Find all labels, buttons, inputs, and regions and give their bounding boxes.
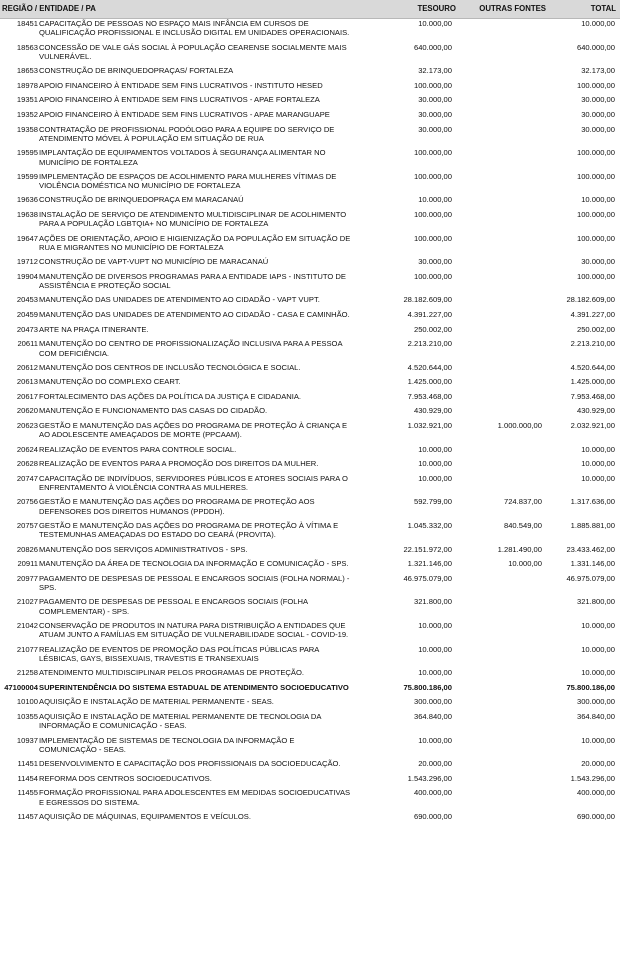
row-code: 18978 (16, 80, 38, 90)
row-tesouro: 10.000,00 (418, 444, 452, 454)
row-code: 47100004 (4, 682, 38, 692)
row-code: 10355 (16, 711, 38, 721)
table-row (0, 195, 620, 210)
row-total: 364.840,00 (576, 711, 615, 721)
header-total: TOTAL (590, 4, 616, 14)
row-code: 10937 (16, 735, 38, 745)
row-tesouro: 1.321.146,00 (407, 559, 452, 569)
row-description: APOIO FINANCEIRO À ENTIDADE SEM FINS LUCRATIVOS - APAE FORTALEZA (39, 95, 320, 105)
table-row (0, 668, 620, 683)
row-description: CONSTRUÇÃO DE BRINQUEDOPRAÇAS/ FORTALEZA (39, 66, 234, 76)
row-code: 19358 (16, 124, 38, 134)
row-outras-fontes: 724.837,00 (503, 497, 542, 507)
row-description: IMPLEMENTAÇÃO DE SISTEMAS DE TECNOLOGIA DA INFORMAÇÃO E COMUNICAÇÃO - SEAS. (39, 735, 295, 754)
table-row (0, 392, 620, 407)
row-total: 321.800,00 (576, 597, 615, 607)
row-code: 18451 (16, 19, 38, 28)
row-description: MANUTENÇÃO DA ÁREA DE TECNOLOGIA DA INFORMAÇÃO E COMUNICAÇÃO - SPS. (39, 559, 349, 569)
table-row (0, 66, 620, 81)
row-code: 19636 (16, 195, 38, 205)
table-row (0, 95, 620, 110)
row-description: SUPERINTENDÊNCIA DO SISTEMA ESTADUAL DE ATENDIMENTO SOCIOEDUCATIVO (39, 682, 349, 692)
row-total: 10.000,00 (581, 444, 615, 454)
row-description: MANUTENÇÃO DO COMPLEXO CEART. (39, 377, 181, 387)
table-row (0, 110, 620, 125)
row-total: 32.173,00 (581, 66, 615, 76)
row-description: REALIZAÇÃO DE EVENTOS PARA A PROMOÇÃO DOS DIREITOS DA MULHER. (39, 459, 319, 469)
row-code: 11454 (17, 773, 38, 783)
row-tesouro: 1.425.000,00 (407, 377, 452, 387)
table-row (0, 621, 620, 645)
row-tesouro: 46.975.079,00 (403, 573, 452, 583)
row-description: PAGAMENTO DE DESPESAS DE PESSOAL E ENCARGOS SOCIAIS (FOLHA COMPLEMENTAR) - SPS. (39, 597, 308, 616)
row-code: 20611 (17, 339, 38, 349)
row-description: PAGAMENTO DE DESPESAS DE PESSOAL E ENCARGOS SOCIAIS (FOLHA NORMAL) - SPS. (39, 573, 350, 593)
table-row (0, 325, 620, 340)
table-body (0, 19, 620, 827)
row-tesouro: 100.000,00 (413, 271, 452, 281)
row-tesouro: 30.000,00 (418, 257, 452, 267)
row-total: 430.929,00 (576, 406, 615, 416)
row-description: IMPLANTAÇÃO DE EQUIPAMENTOS VOLTADOS À SEGURANÇA ALIMENTAR NO MUNICÍPIO DE FORTALEZA (39, 148, 326, 167)
table-row (0, 363, 620, 378)
row-description: MANUTENÇÃO DAS UNIDADES DE ATENDIMENTO AO CIDADÃO - VAPT VUPT. (39, 295, 320, 305)
row-code: 20613 (16, 377, 38, 387)
row-code: 21258 (16, 668, 38, 678)
row-code: 20617 (16, 391, 38, 401)
row-tesouro: 690.000,00 (413, 811, 452, 821)
row-code: 20612 (16, 362, 38, 372)
row-description: GESTÃO E MANUTENÇÃO DAS AÇÕES DO PROGRAMA DE PROTEÇÃO À VÍTIMA E TESTEMUNHAS AMEAÇADAS DO ESTADO DO CEARÁ (PROVITA). (39, 521, 339, 540)
row-tesouro: 22.151.972,00 (403, 544, 452, 554)
table-row (0, 421, 620, 445)
table-row (0, 559, 620, 574)
table-row (0, 574, 620, 598)
row-description: ARTE NA PRAÇA ITINERANTE. (39, 324, 149, 334)
table-row (0, 310, 620, 325)
row-total: 4.391.227,00 (570, 309, 615, 319)
row-description: AQUISIÇÃO E INSTALAÇÃO DE MATERIAL PERMANENTE DE TECNOLOGIA DA INFORMAÇÃO E COMUNICAÇÃO - SEAS. (39, 711, 322, 731)
row-description: AQUISIÇÃO E INSTALAÇÃO DE MATERIAL PERMANENTE - SEAS. (39, 697, 274, 707)
row-code: 20623 (16, 421, 38, 431)
row-code: 20473 (16, 324, 38, 334)
table-row (0, 377, 620, 392)
row-tesouro: 10.000,00 (418, 735, 452, 745)
row-tesouro: 400.000,00 (413, 788, 452, 798)
row-description: IMPLEMENTAÇÃO DE ESPAÇOS DE ACOLHIMENTO PARA MULHERES VÍTIMAS DE VIOLÊNCIA DOMÉSTICA NO MUNICÍPIO DE FORTALEZA (39, 171, 337, 191)
table-row (0, 172, 620, 196)
row-code: 19351 (16, 95, 38, 105)
row-description: CONSTRUÇÃO DE VAPT-VUPT NO MUNICÍPIO DE MARACANAÚ (39, 257, 269, 267)
table-row (0, 759, 620, 774)
row-total: 300.000,00 (576, 697, 615, 707)
row-tesouro: 592.799,00 (413, 497, 452, 507)
row-tesouro: 10.000,00 (418, 621, 452, 630)
row-tesouro: 10.000,00 (418, 19, 452, 28)
row-outras-fontes: 1.000.000,00 (497, 421, 542, 431)
row-total: 1.543.296,00 (570, 773, 615, 783)
table-row (0, 19, 620, 43)
row-tesouro: 2.213.210,00 (407, 339, 452, 349)
row-total: 23.433.462,00 (566, 544, 615, 554)
row-tesouro: 250.002,00 (413, 324, 452, 334)
row-description: REALIZAÇÃO DE EVENTOS DE PROMOÇÃO DAS POLÍTICAS PÚBLICAS PARA LÉSBICAS, GAYS, BISSEXUAIS, TRAVESTIS E TRANSEXUAIS (39, 644, 319, 663)
row-description: CONCESSÃO DE VALE GÁS SOCIAL À POPULAÇÃO CEARENSE SOCIALMENTE MAIS VULNERÁVEL. (39, 42, 347, 61)
row-outras-fontes: 840.549,00 (503, 521, 542, 531)
row-code: 19647 (16, 233, 38, 243)
row-description: REFORMA DOS CENTROS SOCIOEDUCATIVOS. (39, 773, 212, 783)
row-description: CAPACITAÇÃO DE INDIVÍDUOS, SERVIDORES PÚBLICOS E ATORES SOCIAIS PARA O ENFRENTAMENTO À VIOLÊNCIA CONTRA AS MULHERES. (39, 473, 348, 493)
row-code: 21027 (16, 597, 38, 607)
row-total: 10.000,00 (581, 644, 615, 654)
row-total: 10.000,00 (581, 735, 615, 745)
row-description: AQUISIÇÃO DE MÁQUINAS, EQUIPAMENTOS E VEÍCULOS. (39, 811, 251, 821)
row-tesouro: 20.000,00 (418, 759, 452, 769)
row-total: 1.317.636,00 (570, 497, 615, 507)
row-code: 20977 (16, 573, 38, 583)
row-total: 30.000,00 (581, 109, 615, 119)
table-row (0, 459, 620, 474)
row-total: 4.520.644,00 (570, 362, 615, 372)
row-total: 1.425.000,00 (570, 377, 615, 387)
row-tesouro: 10.000,00 (418, 459, 452, 469)
row-code: 20756 (16, 497, 38, 507)
row-total: 46.975.079,00 (566, 573, 615, 583)
row-code: 19638 (16, 209, 38, 219)
table-row (0, 234, 620, 258)
row-tesouro: 364.840,00 (413, 711, 452, 721)
row-total: 30.000,00 (581, 257, 615, 267)
row-tesouro: 1.032.921,00 (407, 421, 452, 431)
row-total: 640.000,00 (576, 42, 615, 52)
row-code: 18653 (16, 66, 38, 76)
row-code: 19352 (16, 109, 38, 119)
table-row (0, 295, 620, 310)
row-code: 21042 (16, 621, 38, 630)
row-code: 11451 (17, 759, 38, 769)
row-total: 100.000,00 (576, 148, 615, 158)
row-code: 10100 (16, 697, 38, 707)
row-description: MANUTENÇÃO DOS CENTROS DE INCLUSÃO TECNOLÓGICA E SOCIAL. (39, 362, 301, 372)
row-code: 20453 (16, 295, 38, 305)
table-row (0, 445, 620, 460)
row-tesouro: 30.000,00 (418, 95, 452, 105)
row-total: 250.002,00 (576, 324, 615, 334)
table-row (0, 521, 620, 545)
row-description: APOIO FINANCEIRO À ENTIDADE SEM FINS LUCRATIVOS - APAE MARANGUAPE (39, 109, 330, 119)
table-row (0, 697, 620, 712)
table-row (0, 497, 620, 521)
row-total: 2.032.921,00 (570, 421, 615, 431)
row-total: 100.000,00 (576, 171, 615, 181)
row-code: 20911 (17, 559, 38, 569)
row-tesouro: 100.000,00 (413, 171, 452, 181)
row-tesouro: 430.929,00 (413, 406, 452, 416)
row-total: 2.213.210,00 (570, 339, 615, 349)
row-tesouro: 30.000,00 (418, 124, 452, 134)
table-row (0, 210, 620, 234)
row-tesouro: 28.182.609,00 (403, 295, 452, 305)
row-outras-fontes: 10.000,00 (508, 559, 542, 569)
row-code: 18563 (16, 42, 38, 52)
row-total: 7.953.468,00 (570, 391, 615, 401)
row-total: 30.000,00 (581, 124, 615, 134)
table-row (0, 339, 620, 363)
row-description: APOIO FINANCEIRO À ENTIDADE SEM FINS LUCRATIVOS - INSTITUTO HESED (39, 80, 323, 90)
row-description: INSTALAÇÃO DE SERVIÇO DE ATENDIMENTO MULTIDISCIPLINAR DE ACOLHIMENTO PARA A POPULAÇÃO LGBTQIA+ NO MUNICÍPIO DE FORTALEZA (39, 209, 347, 229)
row-code: 11457 (17, 811, 38, 821)
row-tesouro: 32.173,00 (418, 66, 452, 76)
row-total: 10.000,00 (581, 621, 615, 630)
table-row (0, 788, 620, 812)
row-tesouro: 1.543.296,00 (407, 773, 452, 783)
header-description: REGIÃO / ENTIDADE / PA (2, 4, 96, 14)
header-tesouro: TESOURO (417, 4, 456, 14)
row-code: 20624 (16, 444, 38, 454)
row-description: FORMAÇÃO PROFISSIONAL PARA ADOLESCENTES EM MEDIDAS SOCIOEDUCATIVAS E EGRESSOS DO SISTEMA. (39, 788, 351, 807)
row-total: 30.000,00 (581, 95, 615, 105)
row-tesouro: 100.000,00 (413, 233, 452, 243)
row-description: MANUTENÇÃO DE DIVERSOS PROGRAMAS PARA A ENTIDADE IAPS - INSTITUTO DE ASSISTÊNCIA E PROTEÇÃO SOCIAL (39, 271, 346, 291)
row-description: CONSTRUÇÃO DE BRINQUEDOPRAÇA EM MARACANAÚ (39, 195, 244, 205)
row-code: 19599 (16, 171, 38, 181)
row-description: MANUTENÇÃO DAS UNIDADES DE ATENDIMENTO AO CIDADÃO - CASA E CAMINHÃO. (39, 309, 350, 319)
table-row (0, 257, 620, 272)
row-tesouro: 10.000,00 (418, 473, 452, 483)
table-row (0, 125, 620, 149)
row-description: MANUTENÇÃO DOS SERVIÇOS ADMINISTRATIVOS - SPS. (39, 544, 248, 554)
table-header (0, 0, 620, 19)
row-description: REALIZAÇÃO DE EVENTOS PARA CONTROLE SOCIAL. (39, 444, 237, 454)
row-description: CAPACITAÇÃO DE PESSOAS NO ESPAÇO MAIS INFÂNCIA EM CURSOS DE QUALIFICAÇÃO PROFISSIONAL E INCLUSÃO DIGITAL EM UNIDADES OPERACIONAIS. (39, 19, 350, 38)
table-row (0, 406, 620, 421)
row-code: 19712 (16, 257, 38, 267)
row-total: 1.331.146,00 (570, 559, 615, 569)
row-tesouro: 1.045.332,00 (407, 521, 452, 531)
row-tesouro: 75.800.186,00 (403, 682, 452, 692)
table-row (0, 148, 620, 172)
row-code: 19595 (16, 148, 38, 158)
row-description: GESTÃO E MANUTENÇÃO DAS AÇÕES DO PROGRAMA DE PROTEÇÃO À CRIANÇA E AO ADOLESCENTE AMEAÇADOS DE MORTE (PPCAAM). (39, 421, 348, 440)
row-total: 1.885.881,00 (570, 521, 615, 531)
row-code: 20620 (16, 406, 38, 416)
row-tesouro: 10.000,00 (418, 195, 452, 205)
header-outras-fontes: OUTRAS FONTES (479, 4, 546, 14)
row-description: FORTALECIMENTO DAS AÇÕES DA POLÍTICA DA JUSTIÇA E CIDADANIA. (39, 391, 302, 401)
table-row (0, 597, 620, 621)
row-total: 690.000,00 (576, 811, 615, 821)
row-total: 10.000,00 (581, 459, 615, 469)
row-code: 11455 (17, 788, 38, 798)
table-row (0, 645, 620, 669)
table-row (0, 774, 620, 789)
row-code: 21077 (16, 644, 38, 654)
table-row (0, 272, 620, 296)
row-total: 100.000,00 (576, 271, 615, 281)
row-tesouro: 100.000,00 (413, 80, 452, 90)
row-description: DESENVOLVIMENTO E CAPACITAÇÃO DOS PROFISSIONAIS DA SOCIOEDUCAÇÃO. (39, 759, 341, 769)
row-code: 19904 (16, 271, 38, 281)
row-total: 75.800.186,00 (566, 682, 615, 692)
row-code: 20757 (16, 521, 38, 531)
table-row (0, 712, 620, 736)
row-tesouro: 30.000,00 (418, 109, 452, 119)
row-tesouro: 7.953.468,00 (407, 391, 452, 401)
row-outras-fontes: 1.281.490,00 (497, 544, 542, 554)
row-tesouro: 10.000,00 (418, 644, 452, 654)
row-total: 10.000,00 (581, 668, 615, 678)
row-total: 28.182.609,00 (566, 295, 615, 305)
row-total: 100.000,00 (576, 80, 615, 90)
row-tesouro: 640.000,00 (413, 42, 452, 52)
row-tesouro: 100.000,00 (413, 148, 452, 158)
row-tesouro: 100.000,00 (413, 209, 452, 219)
row-code: 20747 (16, 473, 38, 483)
table-row (0, 81, 620, 96)
table-row (0, 812, 620, 827)
row-total: 20.000,00 (581, 759, 615, 769)
table-row (0, 683, 620, 698)
table-row (0, 474, 620, 498)
row-total: 100.000,00 (576, 209, 615, 219)
row-code: 20826 (16, 544, 38, 554)
row-description: GESTÃO E MANUTENÇÃO DAS AÇÕES DO PROGRAMA DE PROTEÇÃO AOS DEFENSORES DOS DIREITOS HUMANOS (PPDDH). (39, 497, 315, 516)
row-description: MANUTENÇÃO E FUNCIONAMENTO DAS CASAS DO CIDADÃO. (39, 406, 268, 416)
row-tesouro: 10.000,00 (418, 668, 452, 678)
row-tesouro: 321.800,00 (413, 597, 452, 607)
row-description: AÇÕES DE ORIENTAÇÃO, APOIO E HIGIENIZAÇÃO DA POPULAÇÃO EM SITUAÇÃO DE RUA E MIGRANTES NO MUNICÍPIO DE FORTALEZA (39, 233, 351, 252)
row-tesouro: 4.520.644,00 (407, 362, 452, 372)
row-description: CONSERVAÇÃO DE PRODUTOS IN NATURA PARA DISTRIBUIÇÃO A ENTIDADES QUE ATUAM JUNTO A FAMÍLIAS EM SITUAÇÃO DE VULNERABILIDADE SOCIAL - COVID-19. (39, 621, 349, 640)
table-row (0, 736, 620, 760)
row-total: 10.000,00 (581, 19, 615, 28)
row-total: 10.000,00 (581, 473, 615, 483)
row-tesouro: 4.391.227,00 (407, 309, 452, 319)
table-row (0, 545, 620, 560)
row-total: 10.000,00 (581, 195, 615, 205)
row-total: 100.000,00 (576, 233, 615, 243)
table-row (0, 43, 620, 67)
row-tesouro: 300.000,00 (413, 697, 452, 707)
row-code: 20459 (16, 309, 38, 319)
row-description: CONTRATAÇÃO DE PROFISSIONAL PODÓLOGO PARA A EQUIPE DO SERVIÇO DE ATENDIMENTO MÓVEL À POPULAÇÃO EM SITUAÇÃO DE RUA (39, 124, 335, 143)
row-code: 20628 (16, 459, 38, 469)
row-description: MANUTENÇÃO DO CENTRO DE PROFISSIONALIZAÇÃO INCLUSIVA PARA A PESSOA COM DEFICIÊNCIA. (39, 339, 343, 358)
row-description: ATENDIMENTO MULTIDISCIPLINAR PELOS PROGRAMAS DE PROTEÇÃO. (39, 668, 304, 678)
row-total: 400.000,00 (576, 788, 615, 798)
